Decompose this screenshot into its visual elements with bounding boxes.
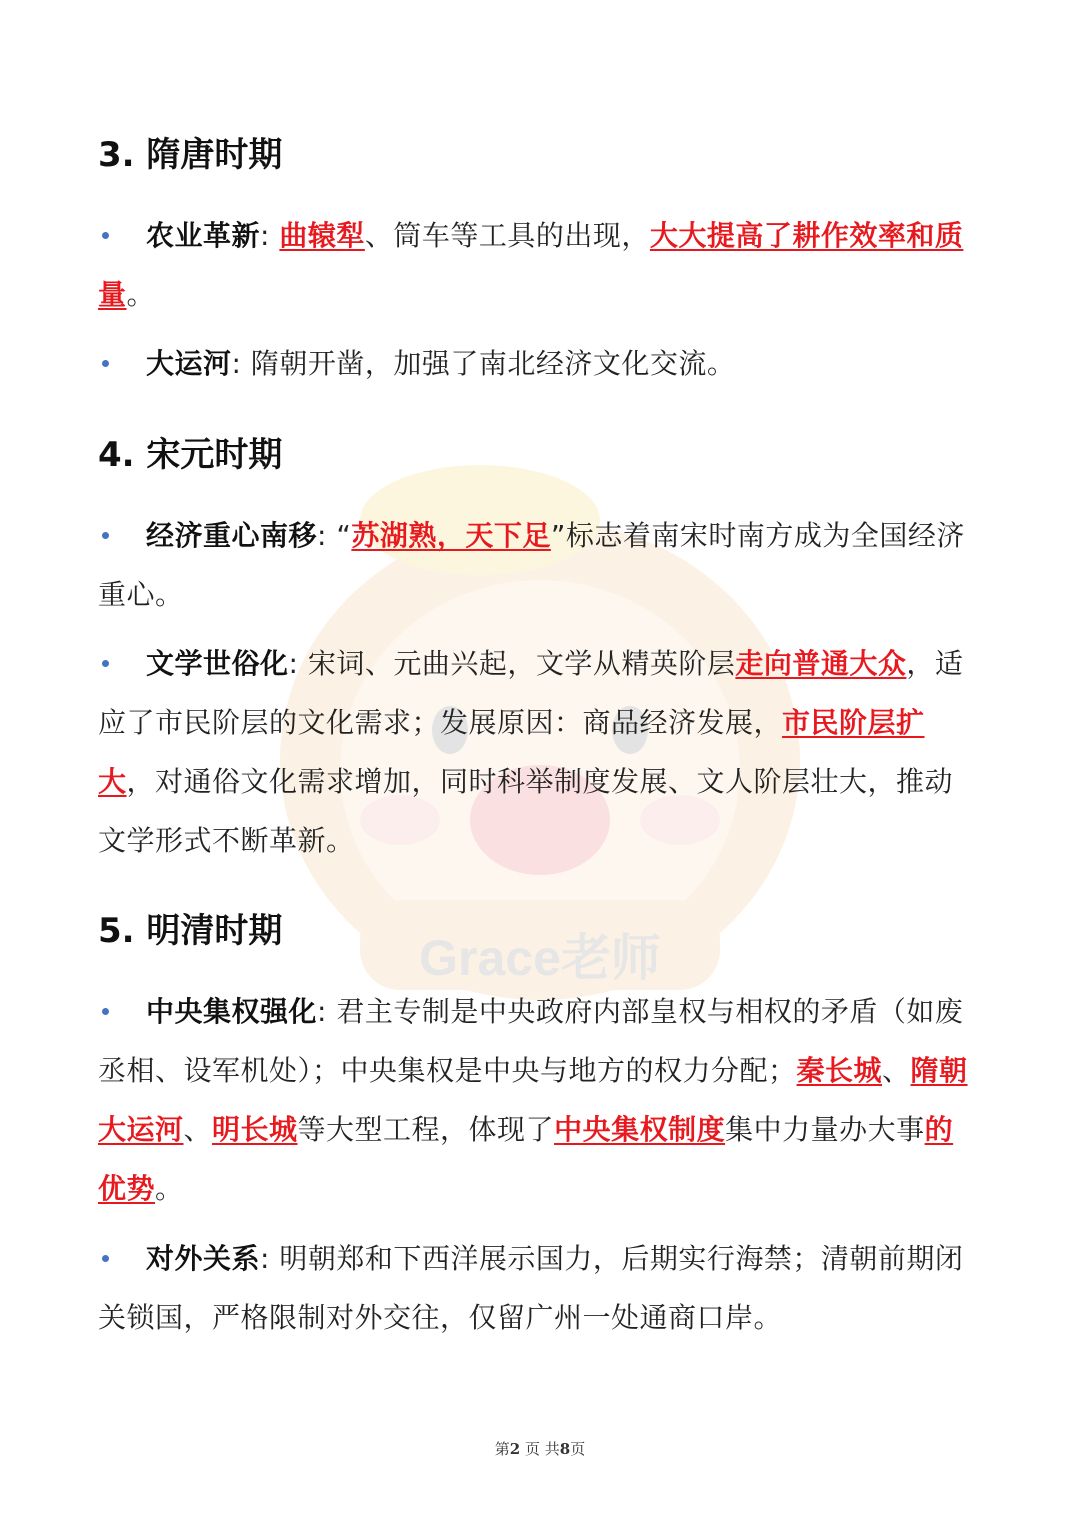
highlight-text: 的优势 <box>98 1113 954 1205</box>
item-term: 大运河 <box>146 347 232 380</box>
highlight-text: 大大提高了耕作效率和质量 <box>98 219 964 311</box>
item-text: 。 <box>155 1172 184 1205</box>
bullet-item-foreign-relations <box>98 1229 978 1347</box>
bullet-dot-icon <box>102 1008 109 1015</box>
footer-text: 第 <box>494 1440 510 1458</box>
bullet-dot-icon <box>102 532 109 539</box>
item-text: ”标志着南宋时南方成为全国经济重心。 <box>98 519 965 611</box>
footer-page-total: 8 <box>559 1440 571 1458</box>
item-separator: : <box>231 347 251 380</box>
bullet-dot-icon <box>102 660 109 667</box>
item-separator: : <box>260 1242 280 1275</box>
highlight-text: 市民阶层扩大 <box>98 706 925 798</box>
item-separator: : <box>288 647 308 680</box>
item-term: 文学世俗化 <box>146 647 289 680</box>
highlight-text: 曲辕犁 <box>279 219 365 252</box>
section-heading: 5. 明清时期 <box>98 911 283 951</box>
item-text: 。 <box>126 278 156 311</box>
highlight-text: 走向普通大众 <box>735 647 907 680</box>
watermark-text: Grace老师 <box>419 930 661 986</box>
bullet-item-economic-shift <box>98 506 978 624</box>
section-heading: 4. 宋元时期 <box>98 435 283 475</box>
item-term: 对外关系 <box>146 1242 261 1275</box>
item-term: 农业革新 <box>146 219 261 252</box>
item-text: “ <box>336 519 352 552</box>
item-text: 、 <box>882 1054 911 1087</box>
footer-text: 页 <box>570 1440 586 1458</box>
item-separator: : <box>317 519 337 552</box>
highlight-text: 明长城 <box>212 1113 298 1146</box>
item-text: 等大型工程，体现了 <box>297 1113 555 1146</box>
item-text: 、筒车等工具的出现， <box>364 219 650 252</box>
footer-text: 页 共 <box>525 1440 560 1458</box>
bullet-dot-icon <box>102 360 109 367</box>
bullet-item-literature <box>98 634 978 870</box>
item-term: 中央集权强化 <box>146 995 318 1028</box>
item-text: 宋词、元曲兴起，文学从精英阶层 <box>307 647 736 680</box>
page-footer <box>0 1438 1080 1459</box>
bullet-item-agriculture <box>98 206 978 324</box>
section-heading: 3. 隋唐时期 <box>98 135 283 175</box>
bullet-dot-icon <box>102 232 109 239</box>
bullet-item-centralization <box>98 982 978 1218</box>
item-text: 君主专制是中央政府内部皇权与相权的矛盾（如废丞相、设军机处）；中央集权是中央与地方的权力分配； <box>98 995 964 1087</box>
item-term: 经济重心南移 <box>146 519 318 552</box>
item-text: 集中力量办大事 <box>725 1113 925 1146</box>
item-text: 、 <box>183 1113 213 1146</box>
item-text: ，适应了市民阶层的文化需求；发展原因：商品经济发展， <box>98 647 964 739</box>
item-text: ，对通俗文化需求增加，同时科举制度发展、文人阶层壮大，推动文学形式不断革新。 <box>98 765 954 857</box>
item-text: 隋朝开凿，加强了南北经济文化交流。 <box>250 347 736 380</box>
bullet-item-grand-canal <box>98 334 978 393</box>
footer-page-number: 2 <box>509 1440 521 1458</box>
item-text: 明朝郑和下西洋展示国力，后期实行海禁；清朝前期闭关锁国，严格限制对外交往，仅留广州一处通商口岸。 <box>98 1242 964 1334</box>
highlight-text: 苏湖熟，天下足 <box>351 519 551 552</box>
item-separator: : <box>260 219 280 252</box>
highlight-text: 秦长城 <box>796 1054 883 1087</box>
bullet-dot-icon <box>102 1255 109 1262</box>
highlight-text: 中央集权制度 <box>554 1113 726 1146</box>
item-separator: : <box>317 995 337 1028</box>
highlight-text: 隋朝大运河 <box>98 1054 968 1146</box>
